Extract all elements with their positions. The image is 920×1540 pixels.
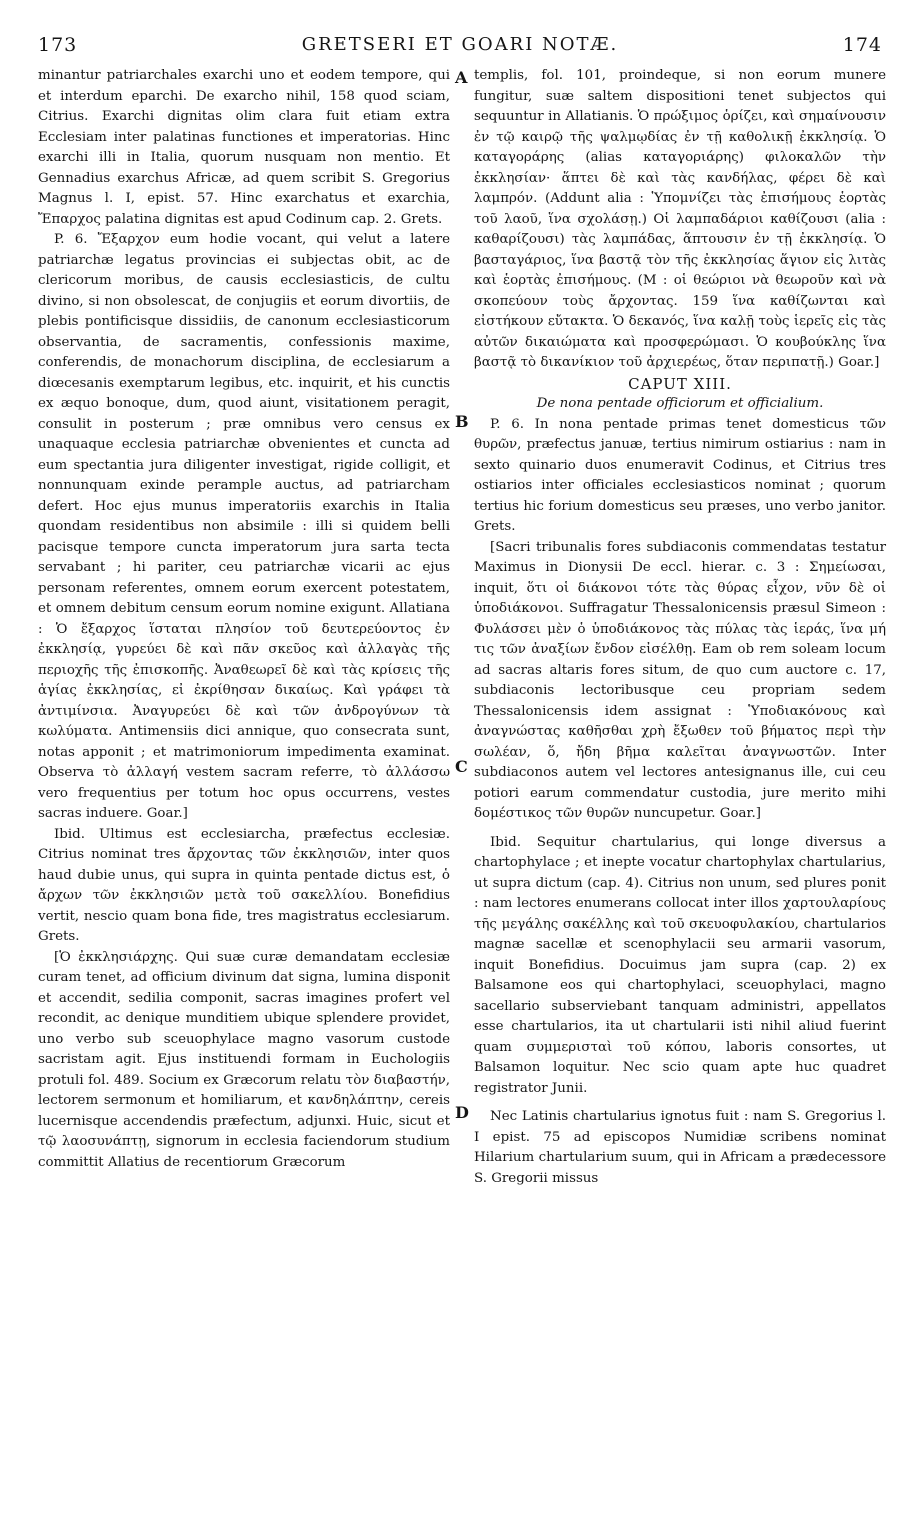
paragraph-ecclesiarches-note: [Ὁ ἐκκλησιάρχης. Qui suæ curæ demandatam ecclesiæ curam tenet, ad officium divinum dat signa, lumina disponit et accendit, sedilia componit, sacras imagines profert vel recondit, ac denique munditiem ubique splendere providet, uno verbo sub sceuophylace magno vasorum custode sacristam agit. Ejus instituendi formam in Euchologiis protuli fol. 489. Socium ex Græcorum relatu τὸν διαβαστήν, lectorem sermonum et homiliarum, et κανδηλάπτην, cereis lucernisque accendendis præfectum, adjunxi. Huic, sicut et τῷ λαοσυνάπτῃ, signorum in ecclesia faciendorum studium committit Allatius de recentiorum Græcorum xyxy=(38,949,450,1170)
paragraph-subdiaconi-note: [Sacri tribunalis fores subdiaconis commendatas testatur Maximus in Dionysii De eccl. hierar. c. 3 : Σημείωσαι, inquit, ὅτι οἱ διάκονοι τότε τὰς θύρας εἶχον, νῦν δὲ οἱ ὑποδιάκονοι. Suffragatur Thessalonicensis præsul Simeon : Φυλάσσει μὲν ὁ ὑποδιάκονος τὰς πύλας τὰς ἱεράς, ἵνα μή τις τῶν ἀναξίων ἔνδον εἰσέλθῃ. Eam ob rem soleam locum ad sacras altaris fores situm, de quo cum auctore c. 17, subdiaconis lectoribusque ceu propriam sedem Thessalonicensis idem assignat : Ὑποδιακόνους καὶ ἀναγνώστας καθῆσθαι χρὴ ἔξωθεν τοῦ βήματος περὶ τὴν σωλέαν, ὅ, ἤδη βῆμα καλεῖται ἀναγνωστῶν. Inter subdiaconos autem vel lectores antesignanus ille, cui ceu potiori earum commendatur custodia, jure merito mihi δομέστικος τῶν θυρῶν nuncupetur. Goar.] xyxy=(474,539,886,821)
paragraph-ecclesiarcha: Ibid. Ultimus est ecclesiarcha, præfectus ecclesiæ. Citrius nominat tres ἄρχοντας τῶν ἐκκλησιῶν, inter quos haud dubie unus, qui supra in quinta pentade dictus est, ὁ ἄρχων τῶν ἐκκλησιῶν μετὰ τοῦ σακελλίου. Bonefidius vertit, nescio quam bona fide, tres magistratus ecclesiarum. Grets. xyxy=(38,826,450,944)
left-page-number: 173 xyxy=(38,34,78,56)
left-column xyxy=(38,66,450,1173)
paragraph-templis: templis, fol. 101, proindeque, si non eorum munere fungitur, suæ saltem dispositioni tenet subjectos qui sequuntur in Allatianis. Ὁ πρώξιμος ὁρίζει, καὶ σημαίνουσιν ἐν τῷ καιρῷ τῆς ψαλμῳδίας ἐν τῇ καθολικῇ ἐκκλησίᾳ. Ὁ καταγοράρης (alias καταγοριάρης) φιλοκαλῶν τὴν ἐκκλησίαν· ἅπτει δὲ καὶ τὰς κανδήλας, φέρει δὲ καὶ λαμπρόν. (Addunt alia : Ὑπομνίζει τὰς ἐπισήμους ἑορτὰς τοῦ λαοῦ, ἵνα σχολάσῃ.) Οἱ λαμπαδάριοι καθίζουσι (alia : καθαρίζουσι) τὰς λαμπάδας, ἅπτουσιν ἐν τῇ ἐκκλησίᾳ. Ὁ βασταγάριος, ἵνα βαστᾷ τὸν τῆς ἐκκλησίας ἅγιον εἰς λιτὰς καὶ ἑορτὰς ἐπισήμους. (M : οἱ θεώριοι νὰ θεωροῦν καὶ νὰ σκοπεύουν τοὺς ἄρχοντας. 159 ἵνα καθίζωνται καὶ εἰστήκουν εὔτακτα. Ὁ δεκανός, ἵνα καλῇ τοὺς ἱερεῖς εἰς τὰς αὐτῶν δικαιώματα καὶ προσφερώμασι. Ὁ κουβούκλης ἵνα βαστᾷ τὸ δικανίκιον τοῦ ἀρχιερέως, ὅταν περιπατῇ.) Goar.] xyxy=(474,68,886,370)
running-title: GRETSERI ET GOARI NOTÆ. xyxy=(301,34,619,55)
paragraph-chartularius: Ibid. Sequitur chartularius, qui longe diversus a chartophylace ; et inepte vocatur chartophylax chartularius, ut supra dictum (cap. 4). Citrius non unum, sed plures ponit : nam lectores enumerans collocat inter illos χαρτουλαρίους τῆς μεγάλης σακέλλης καὶ τοῦ σκευοφυλακίου, chartularios magnæ sacellæ et scenophylacii seu armarii vasorum, inquit Bonefidius. Docuimus jam supra (cap. 2) ex Balsamone eos qui chartophylaci, sceuophylaci, magno sacellario subserviebant tanquam administri, appellatos esse chartularios, ita ut chartularii isti nihil aliud fuerint quam συμμερισταὶ τοῦ κόπου, laboris consortes, ut Balsamon loquitur. Nec scio quam apte huc quadret registrator Junii. xyxy=(474,834,886,1096)
right-page-number: 174 xyxy=(842,34,882,56)
paragraph-domesticus: P. 6. In nona pentade primas tenet domesticus τῶν θυρῶν, præfectus januæ, tertius nimirum ostiarius : nam in sexto quinario duos enumeravit Codinus, et Citrius tres ostiarios inter officiales ecclesiasticos nominat ; quorum tertius hic forium domesticus seu præses, uno verbo janitor. Grets. xyxy=(474,416,886,534)
margin-marker-b: B xyxy=(455,412,469,431)
chapter-heading: CAPUT XIII. xyxy=(628,374,732,393)
page-header xyxy=(36,34,884,60)
paragraph-exarchi: minantur patriarchales exarchi uno et eodem tempore, qui et interdum eparchi. De exarcho nihil, 158 quod sciam, Citrius. Exarchi dignitas olim clara fuit etiam extra Ecclesiam inter palatinas functiones et imperatorias. Hinc exarchi illi in Italia, quorum nusquam non mentio. Et Gennadius exarchus Africæ, ad quem scribit S. Gregorius Magnus l. I, epist. 57. Hinc exarchatus et exarchia, Ἔπαρχος palatina dignitas est apud Codinum cap. 2. Grets. xyxy=(38,68,450,227)
paragraph-exarchus-note: P. 6. Ἔξαρχον eum hodie vocant, qui velut a latere patriarchæ legatus provincias ei subjectas obit, ac de clericorum moribus, de causis ecclesiasticis, de cultu divino, si non obsolescat, de conjugiis et eorum divortiis, de plebis pontificisque dissidiis, de canonum ecclesiasticorum observantia, de sacramentis, confessionis maxime, conferendis, de monachorum disciplina, de ecclesiarum a diœcesanis exemptarum legibus, etc. inquirit, et his cunctis ex æquo bonoque, dum, quod aiunt, visitationem peragit, consulit in posterum ; præ omnibus vero census ex unaquaque ecclesia patriarchæ obvenientes et cuncta ad eum spectantia jura diligenter investigat, rigide colligit, et nonnunquam exinde perample auctus, ad patriarcham defert. Hoc ejus munus imperatoriis exarchis in Italia quondam residentibus non absimile : illi si quidem belli pacisque tempore cuncta imperatorum jura sarta tecta servabant ; hi pariter, ceu patriarchæ vicarii ac ejus personam referentes, omnem eorum exercent potestatem, et omnem debitum censum eorum nomine exigunt. Allatiana : Ὁ ἔξαρχος ἵσταται πλησίον τοῦ δευτερεύοντος ἐν ἐκκλησίᾳ, γυρεύει δὲ καὶ πᾶν σκεῦος καὶ ἀλλαγὰς τῆς περιοχῆς τῆς ἐπισκοπῆς. Ἀναθεωρεῖ δὲ καὶ τὰς κρίσεις τῆς ἁγίας ἐκκλησίας, εἰ ἐκρίθησαν δικαίως. Καὶ γράφει τὰ ἀντιμίνσια. Ἀναγυρεύει δὲ καὶ τῶν ἀνδρογύνων τὰ κωλύματα. Antimensiis dici annique, quo consecrata sunt, notas apponit ; et matrimoniorum impedimenta examinat. Observa τὸ ἀλλαγή vestem sacram referre, τὸ ἀλλάσσω vero frequentius per totum hoc opus occurrens, vestes sacras induere. Goar.] xyxy=(38,232,450,821)
margin-marker-a: A xyxy=(455,68,468,87)
right-column xyxy=(474,66,886,1189)
paragraph-latinis: Nec Latinis chartularius ignotus fuit : nam S. Gregorius l. I epist. 75 ad episcopos Numidiæ scribens nominat Hilarium chartularium suum, qui in Africam a prædecessore S. Gregorii missus xyxy=(474,1109,886,1186)
margin-marker-c: C xyxy=(455,757,468,776)
chapter-subtitle: De nona pentade officiorum et officialium. xyxy=(536,396,824,411)
margin-marker-d: D xyxy=(455,1103,469,1122)
